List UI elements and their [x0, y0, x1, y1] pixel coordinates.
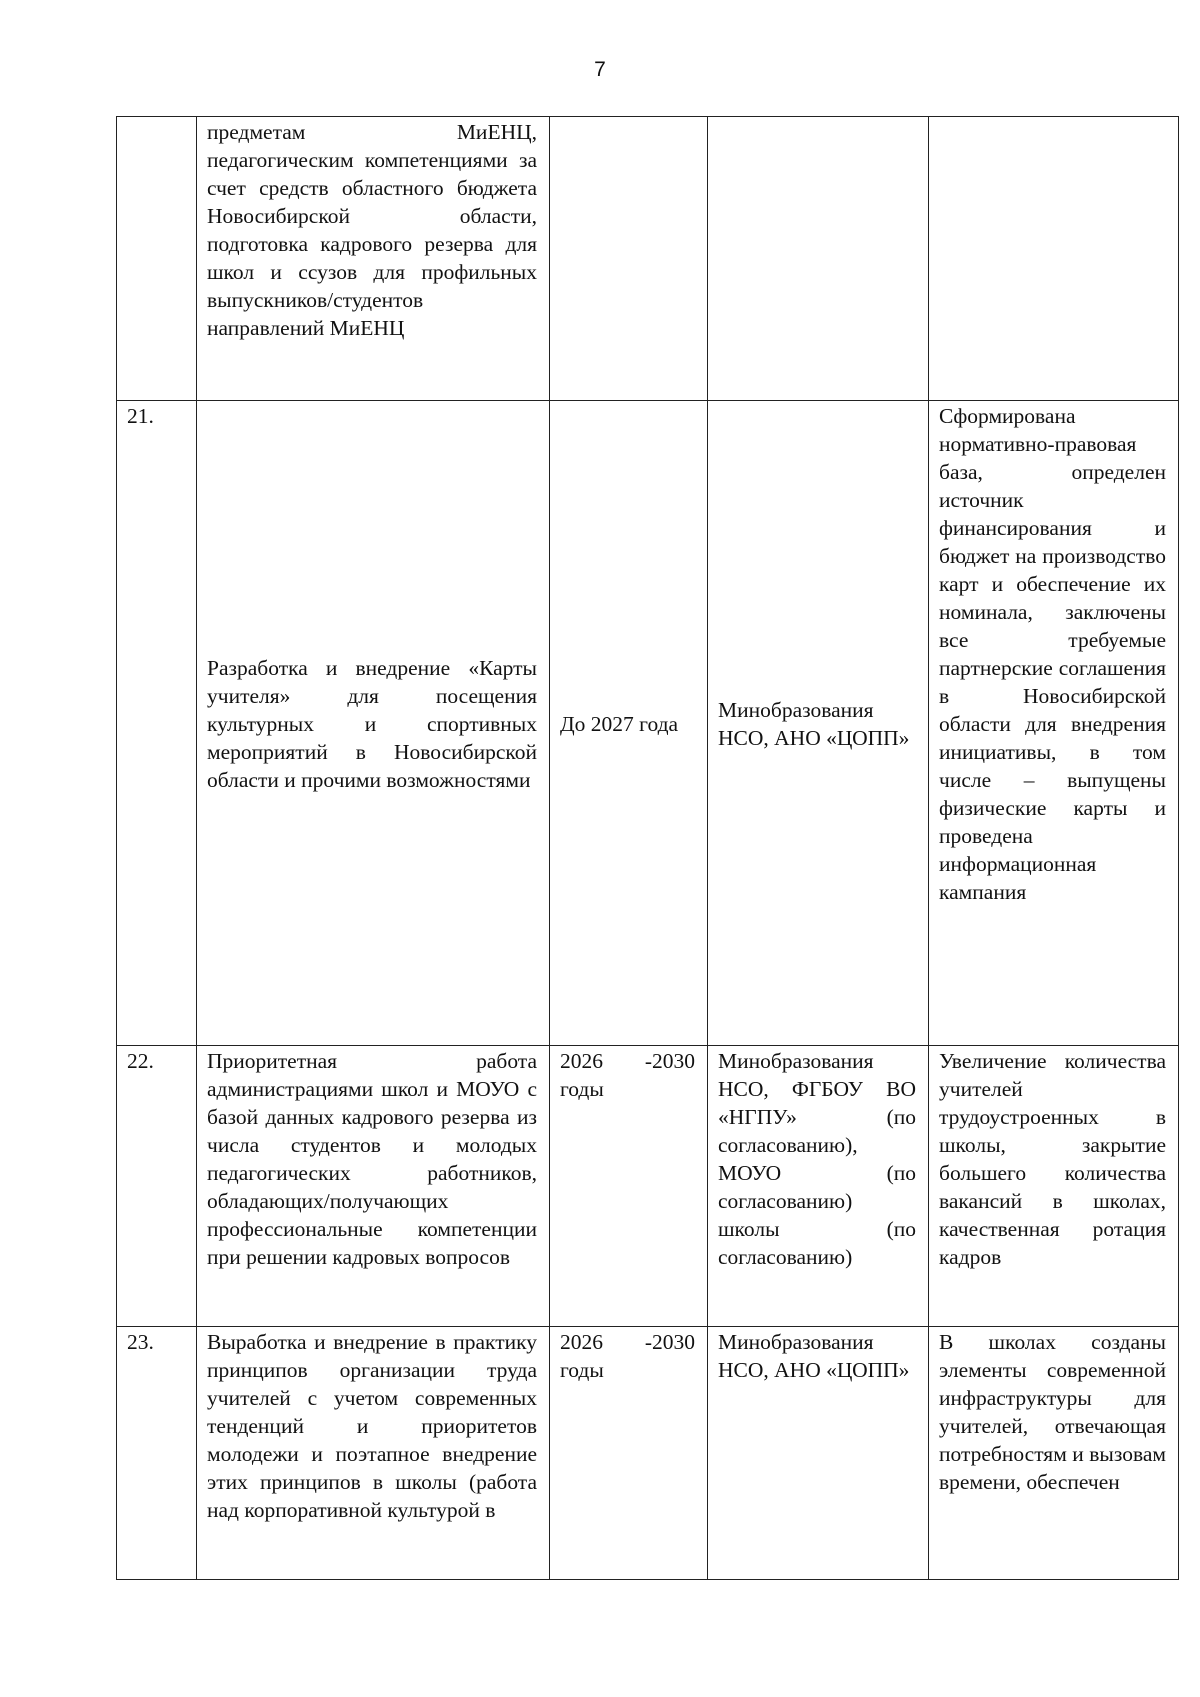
- result-cell: В школах созданы элементы современной инфраструктуры для учителей, отвечающая потребностям и вызовам времени, обеспечен: [929, 1327, 1179, 1580]
- deadline-cell: [550, 117, 708, 401]
- table-row: [117, 1046, 1179, 1327]
- deadline-cell: 2026 -2030 годы: [550, 1327, 708, 1580]
- row-number: [117, 117, 197, 401]
- row-number: 21.: [117, 401, 197, 1046]
- action-cell: предметам МиЕНЦ, педагогическим компетенциями за счет средств областного бюджета Новосибирской области, подготовка кадрового резерва для школ и ссузов для профильных выпускников/студентов направлений МиЕНЦ: [197, 117, 550, 401]
- result-cell: Сформирована нормативно-правовая база, определен источник финансирования и бюджет на производство карт и обеспечение их номинала, заключены все требуемые партнерские соглашения в Новосибирской области для внедрения инициативы, в том числе – выпущены физические карты и проведена информационная кампания: [929, 401, 1179, 1046]
- deadline-cell: До 2027 года: [550, 401, 708, 1046]
- responsible-cell: Минобразования НСО, АНО «ЦОПП»: [708, 1327, 929, 1580]
- result-cell: Увеличение количества учителей трудоустроенных в школы, закрытие большего количества вакансий в школах, качественная ротация кадров: [929, 1046, 1179, 1327]
- responsible-cell: [708, 117, 929, 401]
- table-row: [117, 401, 1179, 1046]
- row-number: 23.: [117, 1327, 197, 1580]
- table-row: [117, 117, 1179, 401]
- table-row: [117, 1327, 1179, 1580]
- action-cell: Выработка и внедрение в практику принципов организации труда учителей с учетом современных тенденций и приоритетов молодежи и поэтапное внедрение этих принципов в школы (работа над корпоративной культурой в: [197, 1327, 550, 1580]
- action-cell: Приоритетная работа администрациями школ и МОУО с базой данных кадрового резерва из числа студентов и молодых педагогических работников, обладающих/получающих профессиональные компетенции при решении кадровых вопросов: [197, 1046, 550, 1327]
- action-cell: Разработка и внедрение «Карты учителя» для посещения культурных и спортивных мероприятий в Новосибирской области и прочими возможностями: [197, 401, 550, 1046]
- row-number: 22.: [117, 1046, 197, 1327]
- responsible-cell: Минобразования НСО, АНО «ЦОПП»: [708, 401, 929, 1046]
- deadline-cell: 2026 -2030 годы: [550, 1046, 708, 1327]
- page-number: 7: [594, 58, 606, 81]
- result-cell: [929, 117, 1179, 401]
- plan-table: [116, 116, 1179, 1580]
- responsible-cell: Минобразования НСО, ФГБОУ ВО «НГПУ» (по согласованию), МОУО (по согласованию) школы (по согласованию): [708, 1046, 929, 1327]
